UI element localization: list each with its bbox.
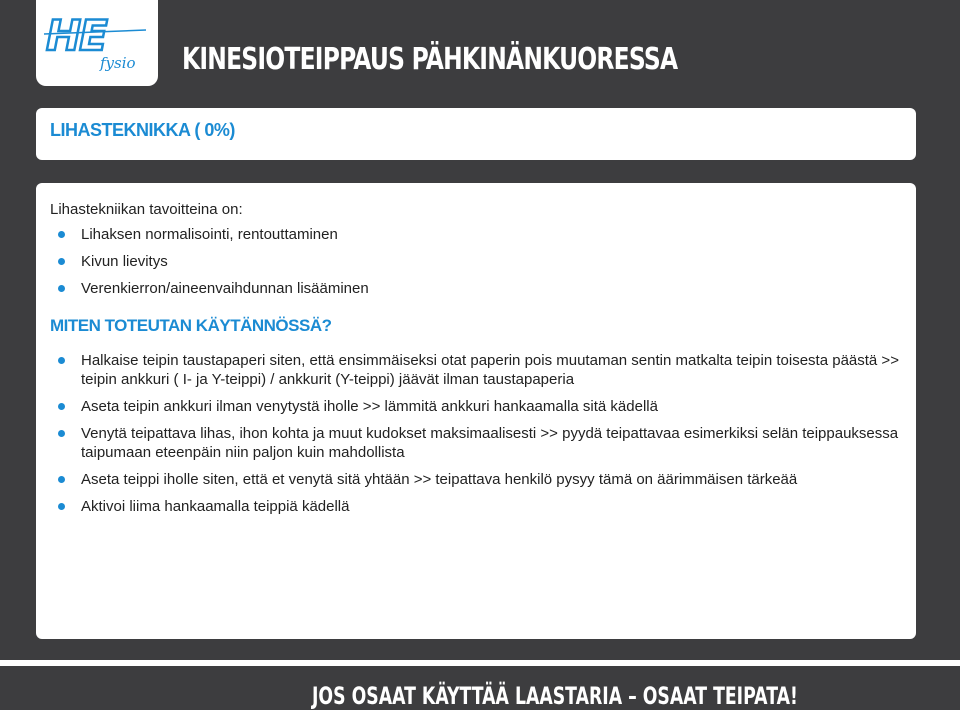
list-item: Kivun lievitys xyxy=(50,252,910,271)
list-item: Aseta teipin ankkuri ilman venytystä iholle >> lämmitä ankkuri hankaamalla sitä kädellä xyxy=(50,397,910,416)
list-item: Halkaise teipin taustapaperi siten, että ensimmäiseksi otat paperin pois muutaman sentin matkalta teipin toisesta päästä >> teipin ankkuri ( I- ja Y-teippi) / ankkurit (Y-teippi) jäävät ilman taustapaperia xyxy=(50,351,910,389)
footer-slogan: JOS OSAAT KÄYTTÄÄ LAASTARIA – OSAAT TEIPATA! xyxy=(312,682,798,710)
page-title: KINESIOTEIPPAUS PÄHKINÄNKUORESSA xyxy=(182,42,678,77)
subheading: MITEN TOTEUTAN KÄYTÄNNÖSSÄ? xyxy=(50,316,332,335)
logo-text: HE xyxy=(46,11,106,60)
he-fysio-logo-icon xyxy=(42,10,152,74)
content-panel xyxy=(36,183,916,639)
goals-list xyxy=(50,225,910,306)
list-item: Aseta teippi iholle siten, että et venytä sitä yhtään >> teipattava henkilö pysyy tämä on äärimmäisen tärkeää xyxy=(50,470,910,489)
list-item: Venytä teipattava lihas, ihon kohta ja muut kudokset maksimaalisesti >> pyydä teipattavaa esimerkiksi selän teippauksessa taipumaan eteenpäin niin paljon kuin mahdollista xyxy=(50,424,910,462)
logo xyxy=(36,0,158,86)
section-title: LIHASTEKNIKKA ( 0%) xyxy=(50,120,235,140)
list-item: Verenkierron/aineenvaihdunnan lisääminen xyxy=(50,279,910,298)
list-item: Lihaksen normalisointi, rentouttaminen xyxy=(50,225,910,244)
list-item: Aktivoi liima hankaamalla teippiä kädellä xyxy=(50,497,910,516)
section-header xyxy=(36,108,916,160)
steps-list xyxy=(50,351,910,524)
intro-text: Lihastekniikan tavoitteina on: xyxy=(50,201,243,218)
footer-divider xyxy=(0,660,960,666)
logo-subtext: fysio xyxy=(100,54,136,72)
